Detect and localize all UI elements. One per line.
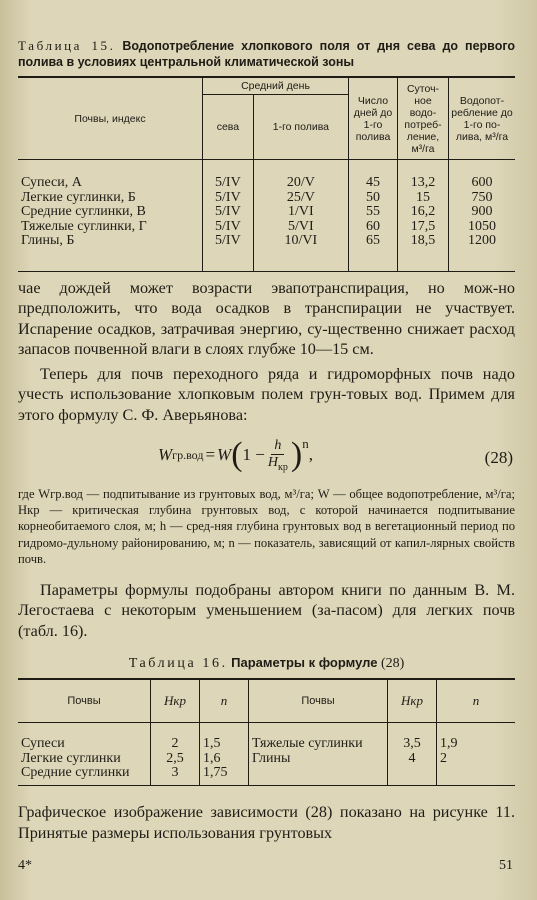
t16-header-hkr-right: Hкр: [388, 679, 437, 723]
table15-label: Таблица 15.: [18, 38, 116, 53]
row1-soil: Супеси, А: [21, 175, 82, 190]
paragraph-2: Теперь для почв переходного ряда и гидроморфных почв надо учесть использование хлопковым полем грун-товых вод. Примем для этого формулу С. Ф. Аверьянова:: [18, 364, 515, 425]
t16-right2-hkr: 4: [388, 752, 437, 767]
row2-soil: Легкие суглинки, Б: [21, 189, 136, 205]
t16-left2-hkr: 2,5: [151, 752, 200, 767]
formula-fraction: [268, 438, 288, 473]
table16-title: Параметры к формуле: [231, 655, 378, 671]
formula-number: (28): [484, 447, 513, 467]
row2-total: 750: [449, 191, 516, 206]
table15-caption: [18, 38, 515, 70]
formula-one-minus: 1 −: [242, 445, 265, 465]
row1-days: 45: [349, 160, 398, 191]
table15: [18, 76, 515, 272]
formula-legend: где Wгр.вод — подпитывание из грунтовых вод, м³/га; W — общее водопотребление, м³/га; Hкр — критическая глубина грунтовых вод, с которой начинается подпитывание корнеобитаемого слоя, м; h — сред-няя глубина грунтовых вод в вегетационный период по гидромо-дульному районированию, м; n — показатель, зависящий от капил-лярных свойств почв.: [18, 486, 515, 567]
page-number: 51: [499, 858, 513, 873]
header-avg-day: Средний день: [203, 77, 349, 95]
row5-first: 10/VI: [253, 234, 348, 271]
formula-open-paren: (: [231, 436, 243, 474]
row5-days: 65: [349, 234, 398, 271]
row3-first: 1/VI: [253, 205, 348, 220]
row4-first: 5/VI: [253, 220, 348, 235]
t16-right1-soil: Тяжелые суглинки: [249, 723, 388, 752]
table16-ref: (28): [380, 656, 405, 672]
row2-daily: 15: [398, 191, 449, 206]
header-sowing: сева: [203, 95, 254, 160]
formula-exponent: n: [302, 435, 309, 451]
row3-daily: 16,2: [398, 205, 449, 220]
row3-soil: Средние суглинки, В: [21, 204, 146, 219]
t16-left3-hkr: 3: [151, 766, 200, 785]
t16-left1-n: 1,5: [200, 723, 249, 752]
t16-left2-soil: Легкие суглинки: [21, 750, 121, 766]
t16-right1-hkr: 3,5: [388, 723, 437, 752]
t16-right1-n: 1,9: [437, 723, 516, 752]
t16-empty-soil: [249, 766, 388, 785]
row4-total: 1050: [449, 220, 516, 235]
row5-sowing: 5/IV: [203, 234, 254, 271]
t16-header-n-left: n: [200, 679, 249, 723]
row3-sowing: 5/IV: [203, 205, 254, 220]
formula-lhs-sub: гр.вод: [172, 447, 204, 462]
table15-title: Водопотребление хлопкового поля от дня сева до первого полива в условиях центральной климатической зоны: [18, 39, 516, 69]
row4-soil: Тяжелые суглинки, Г: [21, 218, 147, 234]
header-first-irrigation: 1-го полива: [253, 95, 348, 160]
row1-sowing: 5/IV: [203, 160, 254, 191]
formula-comma: ,: [308, 445, 313, 465]
header-soil: Почвы, индекс: [18, 77, 203, 160]
row5-daily: 18,5: [398, 234, 449, 271]
formula-close-paren: ): [290, 436, 303, 474]
formula-lhs: W: [158, 445, 173, 465]
formula-den-sub: кр: [278, 461, 288, 473]
header-total: Водопот-ребление до 1-го по-лива, м³/га: [449, 77, 516, 160]
signature-mark: 4*: [18, 858, 32, 873]
table16-label: Таблица 16.: [128, 656, 228, 672]
row5-total: 1200: [449, 234, 516, 271]
row1-daily: 13,2: [398, 160, 449, 191]
formula-equals: =: [205, 445, 216, 465]
row2-days: 50: [349, 191, 398, 206]
formula-w: W: [217, 445, 232, 465]
row4-daily: 17,5: [398, 220, 449, 235]
t16-right2-n: 2: [437, 752, 516, 767]
row2-sowing: 5/IV: [203, 191, 254, 206]
row4-sowing: 5/IV: [203, 220, 254, 235]
t16-left1-soil: Супеси: [21, 736, 65, 752]
row1-total: 600: [449, 160, 516, 191]
t16-header-hkr-left: Hкр: [151, 679, 200, 723]
formula-28: [18, 432, 515, 482]
table16: [18, 678, 515, 786]
t16-left1-hkr: 2: [151, 723, 200, 752]
t16-right2-soil: Глины: [249, 752, 388, 767]
t16-header-n-right: n: [437, 679, 516, 723]
t16-empty-hkr: [388, 766, 437, 785]
paragraph-3: Параметры формулы подобраны автором книги по данным В. М. Легостаева с некоторым уменьшением (за-пасом) для легких почв (табл. 16).: [18, 580, 515, 640]
row1-first: 20/V: [253, 160, 348, 191]
t16-left2-n: 1,6: [200, 752, 249, 767]
row3-total: 900: [449, 205, 516, 220]
formula-numerator: h: [271, 438, 284, 455]
t16-header-soil-right: Почвы: [249, 679, 388, 723]
row5-soil: Глины, Б: [21, 233, 75, 248]
t16-left3-n: 1,75: [200, 766, 249, 785]
t16-left3-soil: Средние суглинки: [21, 765, 130, 781]
row3-days: 55: [349, 205, 398, 220]
header-days: Число дней до 1-го полива: [349, 77, 398, 160]
t16-empty-n: [437, 766, 516, 785]
paragraph-1: чае дождей может возрасти эвапотранспирация, но мож-но предположить, что вода осадков в транспирации не участвует. Испарение осадков, затрачивая энергию, су-щественно снижает расход запасов почвенной влаги в слоях глубже 10—15 см.: [18, 278, 515, 359]
formula-denominator: H: [267, 454, 278, 470]
t16-header-soil-left: Почвы: [67, 695, 101, 708]
row4-days: 60: [349, 220, 398, 235]
paragraph-4: Графическое изображение зависимости (28) показано на рисунке 11. Принятые размеры использования грунтовых: [18, 802, 515, 842]
row2-first: 25/V: [253, 191, 348, 206]
header-daily: Суточ-ное водо-потреб-ление, м³/га: [398, 77, 449, 160]
table16-caption: [18, 655, 515, 672]
